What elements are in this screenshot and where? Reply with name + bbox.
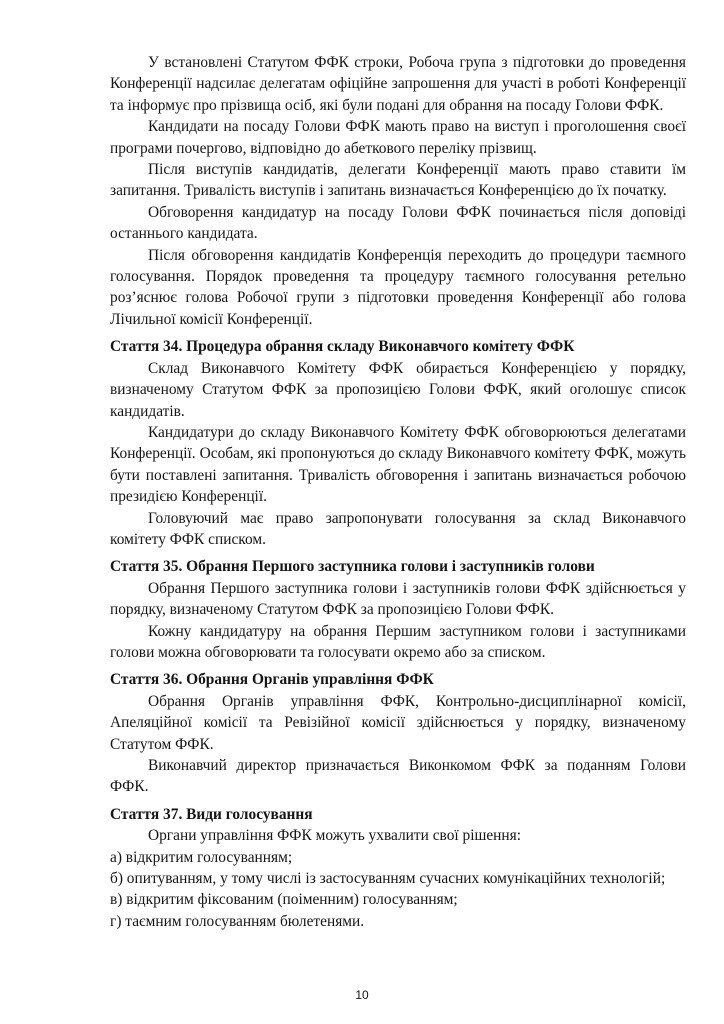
paragraph: Склад Виконавчого Комітету ФФК обирається Конференцією у порядку, визначеному Статутом ФФК за пропозицією Голови ФФК, який оголошує список кандидатів. (110, 359, 686, 420)
paragraph: Після виступів кандидатів, делегати Конференції мають право ставити їм запитання. Тривалість виступів і запитань визначається Конференцією до їх початку. (110, 161, 686, 200)
paragraph: Обговорення кандидатур на посаду Голови ФФК починається після доповіді останнього кандидата. (110, 203, 686, 243)
paragraph: Органи управління ФФК можуть ухвалити свої рішення: (148, 827, 521, 845)
article-heading: Стаття 36. Обрання Органів управління ФФК (110, 671, 434, 689)
list-item: в) відкритим фіксованим (поіменним) голосуванням; (110, 891, 458, 909)
paragraph: Кандидатури до складу Виконавчого Комітету ФФК обговорюються делегатами Конференції. Особам, які пропонуються до складу Виконавчого комітету ФФК, можуть бути поставлені запитання. Тривалість обговорення і запитань визначається робочою президією Конференції. (110, 423, 686, 506)
paragraph: Кожну кандидатуру на обрання Першим заступником голови і заступниками голови можна обговорювати та голосувати окремо або за списком. (110, 622, 686, 661)
paragraph: У встановлені Статутом ФФК строки, Робоча група з підготовки до проведення Конференції надсилає делегатам офіційне запрошення для участі в роботі Конференції та інформує про прізвища осіб, які були подані для обрання на посаду Голови ФФК. (110, 54, 686, 114)
page-number: 10 (355, 988, 369, 1002)
list-item: а) відкритим голосуванням; (110, 848, 293, 866)
list-item: б) опитуванням, у тому числі із застосуванням сучасних комунікаційних технологій; (110, 870, 666, 888)
article-heading: Стаття 34. Процедура обрання складу Виконавчого комітету ФФК (110, 338, 575, 356)
list-item: г) таємним голосуванням бюлетенями. (110, 912, 365, 930)
paragraph: Виконавчий директор призначається Виконкомом ФФК за поданням Голови ФФК. (110, 757, 686, 796)
paragraph: Головуючий має право запропонувати голосування за склад Виконавчого комітету ФФК списком. (110, 509, 686, 548)
paragraph: Обрання Першого заступника голови і заступників голови ФФК здійснюється у порядку, визначеному Статутом ФФК за пропозицією Голови ФФК. (110, 579, 686, 619)
article-heading: Стаття 35. Обрання Першого заступника голови і заступників голови (110, 558, 595, 576)
paragraph: Обрання Органів управління ФФК, Контрольно-дисциплінарної комісії, Апеляційної комісії та Ревізійної комісії здійснюється у порядку, визначеному Статутом ФФК. (110, 692, 686, 753)
article-heading: Стаття 37. Види голосування (110, 805, 313, 823)
paragraph: Після обговорення кандидатів Конференція переходить до процедури таємного голосування. Порядок проведення та процедуру таємного голосування ретельно роз’яснює голова Робочої групи з підготовки проведення Конференції або голова Лічильної комісії Конференції. (110, 246, 686, 328)
paragraph: Кандидати на посаду Голови ФФК мають право на виступ і проголошення своєї програми почергово, відповідно до абеткового переліку прізвищ. (110, 118, 686, 157)
